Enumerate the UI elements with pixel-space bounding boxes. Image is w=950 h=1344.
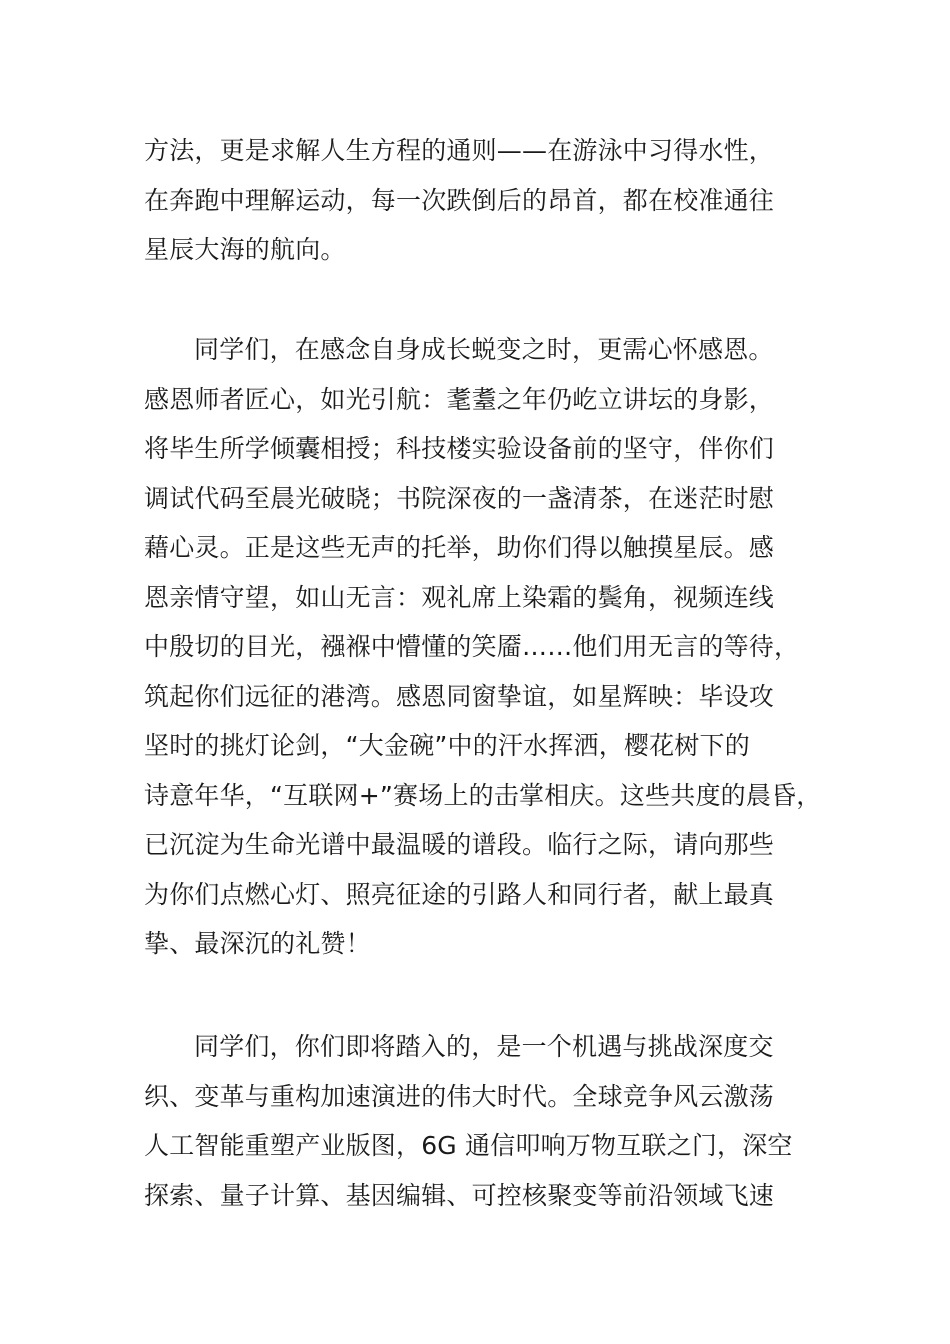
text-line: 方法，更是求解人生方程的通则——在游泳中习得水性， bbox=[144, 136, 775, 165]
text-line: 感恩师者匠心，如光引航：耄耋之年仍屹立讲坛的身影， bbox=[144, 384, 775, 414]
text-line: 已沉淀为生命光谱中最温暖的谱段。临行之际，请向那些 bbox=[144, 830, 775, 859]
text-line: 织、变革与重构加速演进的伟大时代。全球竞争风云激荡 bbox=[144, 1081, 775, 1111]
text-line: 坚时的挑灯论剑，“大金碗”中的汗水挥洒，樱花树下的 bbox=[144, 731, 750, 760]
text-line: 将毕生所学倾囊相授；科技楼实验设备前的坚守，伴你们 bbox=[144, 434, 775, 463]
text-line: 诗意年华，“互联网+”赛场上的击掌相庆。这些共度的晨昏， bbox=[144, 780, 822, 810]
text-line: 在奔跑中理解运动，每一次跌倒后的昂首，都在校准通往 bbox=[144, 185, 775, 215]
text-line: 筑起你们远征的港湾。感恩同窗挚谊，如星辉映：毕设攻 bbox=[144, 681, 775, 711]
text-line: 藉心灵。正是这些无声的托举，助你们得以触摸星辰。感 bbox=[144, 533, 775, 562]
paragraph-1 bbox=[144, 126, 834, 275]
text-line: 挚、最深沉的礼赞！ bbox=[144, 929, 371, 958]
text-line: 人工智能重塑产业版图，6G 通信叩响万物互联之门，深空 bbox=[144, 1131, 793, 1160]
text-line: 同学们，你们即将踏入的，是一个机遇与挑战深度交 bbox=[194, 1032, 774, 1061]
text-line: 星辰大海的航向。 bbox=[144, 235, 346, 264]
text-line: 同学们，在感念自身成长蜕变之时，更需心怀感恩。 bbox=[194, 335, 774, 364]
text-line: 中殷切的目光，襁褓中懵懂的笑靥……他们用无言的等待， bbox=[144, 632, 800, 661]
paragraph-2 bbox=[144, 325, 834, 969]
text-line: 探索、量子计算、基因编辑、可控核聚变等前沿领域飞速 bbox=[144, 1180, 775, 1210]
text-line: 为你们点燃心灯、照亮征途的引路人和同行者，献上最真 bbox=[144, 879, 775, 909]
paragraph-3 bbox=[144, 1022, 834, 1220]
text-line: 恩亲情守望，如山无言：观礼席上染霜的鬓角，视频连线 bbox=[144, 582, 775, 612]
text-line: 调试代码至晨光破晓；书院深夜的一盏清茶，在迷茫时慰 bbox=[144, 483, 775, 513]
